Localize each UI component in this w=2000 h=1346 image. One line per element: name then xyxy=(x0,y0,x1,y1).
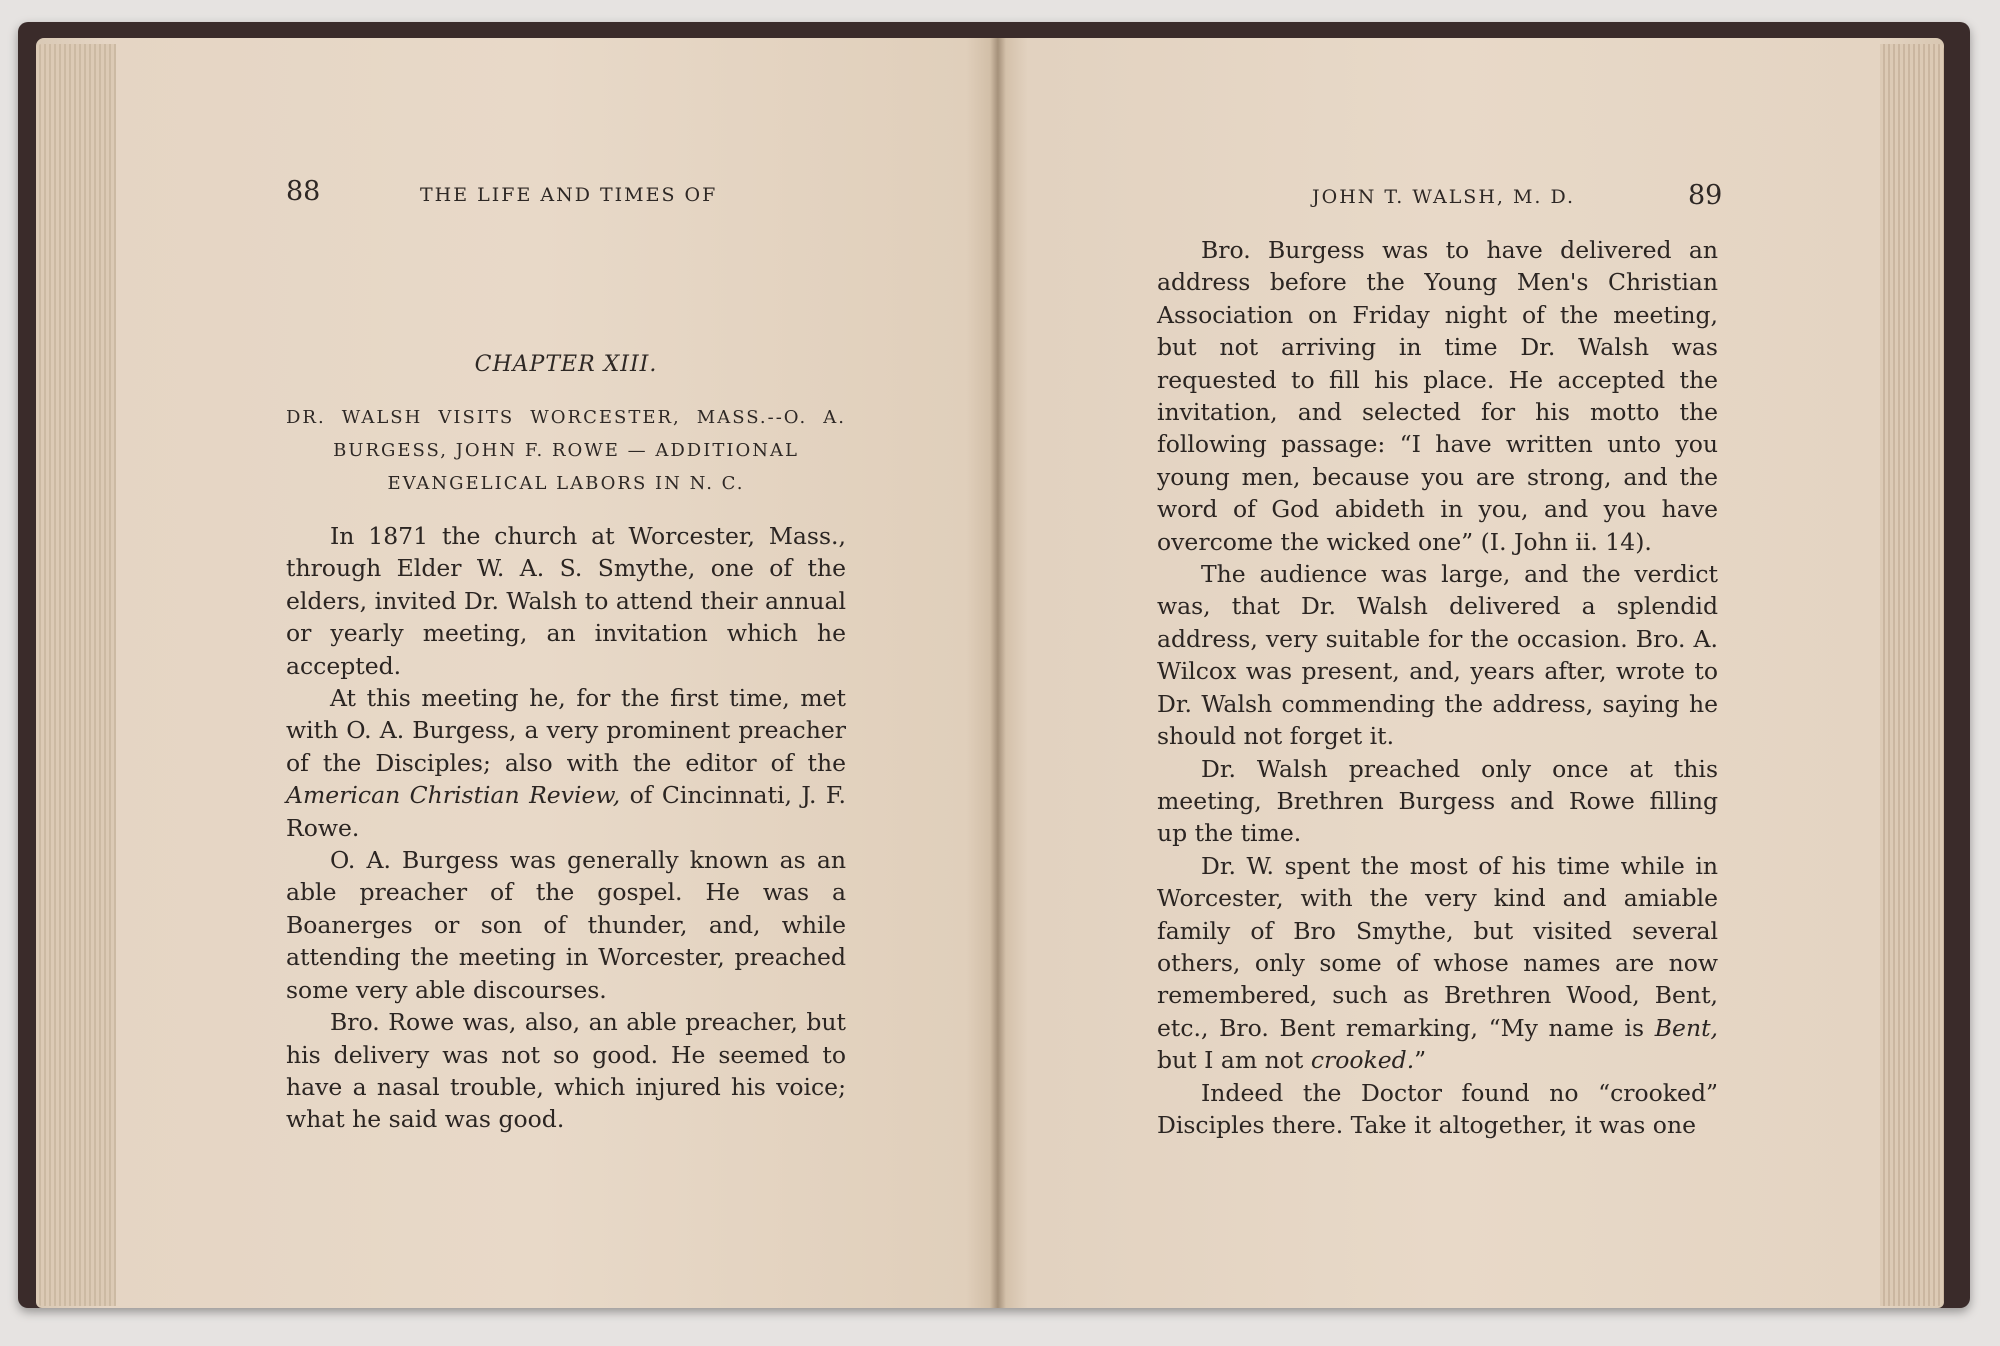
paragraph: In 1871 the church at Worcester, Mass., through Elder W. A. S. Smythe, one of the elders, invited Dr. Walsh to attend their annual or yearly meeting, an invitation which he accepted. xyxy=(286,522,846,680)
paragraph-text: At this meeting he, for the first time, met with O. A. Burgess, a very prominent preacher of the Disciples; also with the editor of the xyxy=(286,684,846,777)
paragraph-text: ” xyxy=(1414,1046,1427,1075)
paragraph: Bro. Rowe was, also, an able preacher, but his delivery was not so good. He seemed to have a nasal trouble, which injured his voice; what he said was good. xyxy=(286,1008,846,1134)
left-running-head: THE LIFE AND TIMES OF xyxy=(420,184,718,206)
chapter-summary-line: BURGESS, JOHN F. ROWE — ADDITIONAL xyxy=(333,440,799,461)
chapter-title: CHAPTER XIII. xyxy=(474,352,658,377)
paragraph xyxy=(1157,850,1718,1077)
chapter-summary-line: EVANGELICAL LABORS IN N. C. xyxy=(387,473,745,494)
italic-word: Bent, xyxy=(1654,1013,1718,1042)
right-running-head: JOHN T. WALSH, M. D. xyxy=(1312,186,1576,208)
paragraph-text: but I am not xyxy=(1157,1046,1311,1075)
chapter-summary-line: DR. WALSH VISITS WORCESTER, MASS.--O. A. xyxy=(286,407,846,428)
paragraph: The audience was large, and the verdict was, that Dr. Walsh delivered a splendid address, very suitable for the occasion. Bro. A. Wilcox was present, and, years after, wrote to Dr. Walsh commending the address, saying he should not forget it. xyxy=(1157,560,1718,751)
italic-word: crooked. xyxy=(1310,1046,1415,1075)
chapter-summary xyxy=(286,401,846,500)
left-page-body xyxy=(286,520,846,1136)
paragraph: Dr. Walsh preached only once at this meeting, Brethren Burgess and Rowe filling up the time. xyxy=(1157,754,1718,848)
left-page-number: 88 xyxy=(286,176,321,207)
italic-title: American Christian Review, xyxy=(286,781,621,810)
paragraph: O. A. Burgess was generally known as an able preacher of the gospel. He was a Boanerges or son of thunder, and, while attending the meeting in Worcester, preached some very able discourses. xyxy=(286,846,846,1004)
paragraph-text: of Cincinnati, J. F. Rowe. xyxy=(286,781,846,842)
paragraph: Bro. Burgess was to have delivered an address before the Young Men's Christian Association on Friday night of the meeting, but not arriving in time Dr. Walsh was requested to fill his place. He accepted the invitation, and selected for his motto the following passage: “I have written unto you young men, because you are strong, and the word of God abideth in you, and you have overcome the wicked one” (I. John ii. 14). xyxy=(1157,236,1718,556)
right-page-body xyxy=(1157,234,1718,1141)
paragraph-text: Dr. W. spent the most of his time while in Worcester, with the very kind and amiable family of Bro Smythe, but visited several others, only some of whose names are now remembered, such as Brethren Wood, Bent, etc., Bro. Bent remarking, “My name is xyxy=(1157,851,1718,1042)
right-page-number: 89 xyxy=(1688,180,1723,211)
paragraph xyxy=(286,682,846,844)
paragraph: Indeed the Doctor found no “crooked” Disciples there. Take it altogether, it was one xyxy=(1157,1078,1718,1139)
right-page-edges xyxy=(1880,44,1944,1306)
book-gutter xyxy=(990,38,1006,1308)
left-page-edges xyxy=(36,44,116,1306)
